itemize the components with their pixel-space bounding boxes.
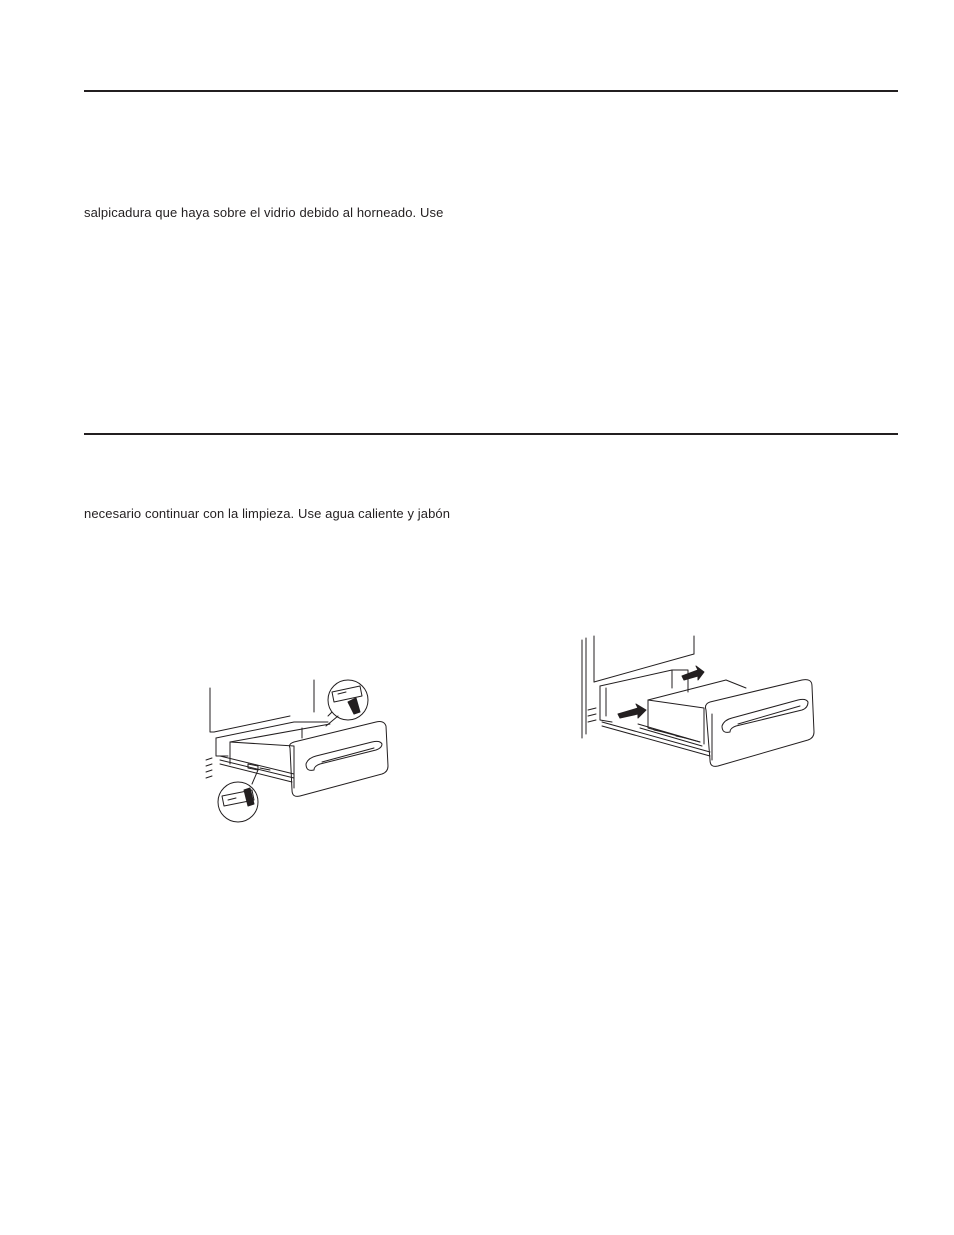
drawer-replacement-illustration bbox=[576, 630, 826, 778]
drawer-removal-icon bbox=[198, 672, 398, 827]
paragraph-line-glass-cleaning: salpicadura que haya sobre el vidrio debido al horneado. Use bbox=[84, 205, 444, 220]
section-divider-middle bbox=[84, 433, 898, 435]
drawer-removal-illustration bbox=[198, 672, 398, 827]
paragraph-line-drawer-cleaning: necesario continuar con la limpieza. Use agua caliente y jabón bbox=[84, 506, 451, 521]
drawer-replacement-icon bbox=[576, 630, 826, 778]
section-divider-top bbox=[84, 90, 898, 92]
